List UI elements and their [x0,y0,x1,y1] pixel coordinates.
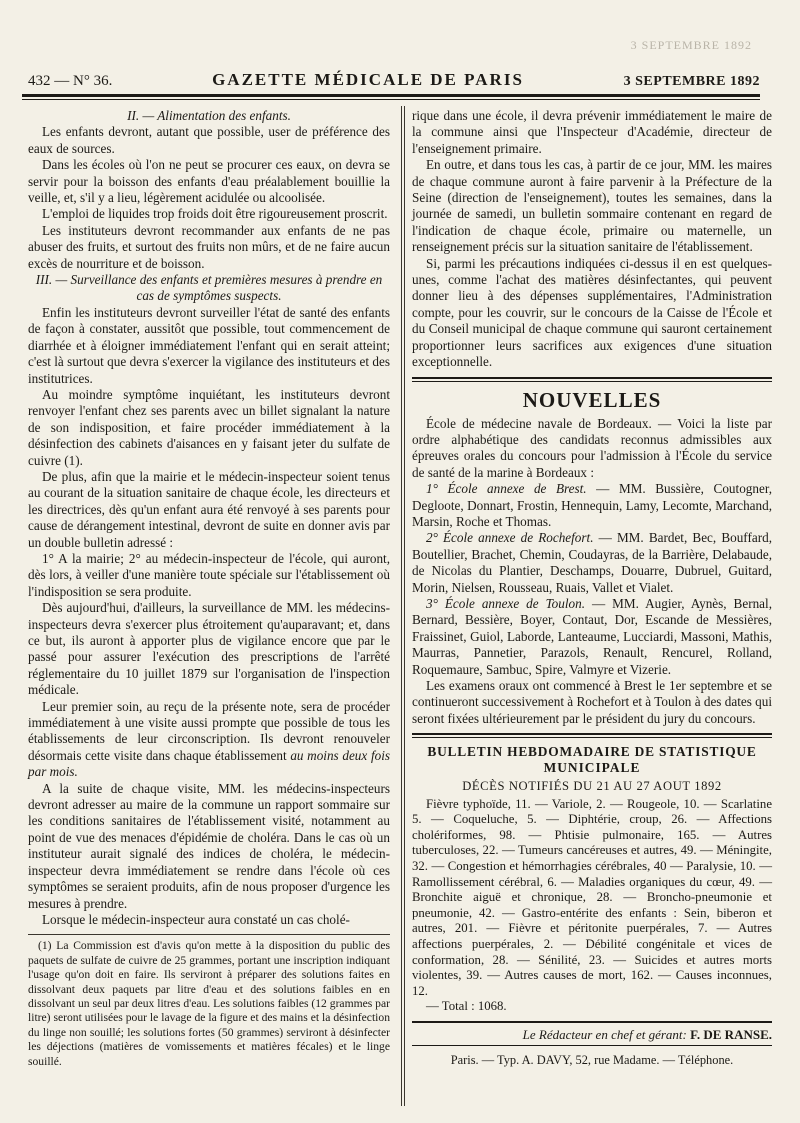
faded-stamp-date: 3 SEPTEMBRE 1892 [630,38,752,52]
section-rule-thick [412,377,772,379]
journal-title: GAZETTE MÉDICALE DE PARIS [212,70,524,89]
paragraph: En outre, et dans tous les cas, à partir de ce jour, MM. les maires de chaque commune auront à faire parvenir à la Préfecture de la Seine (direction de l'enseignement), toutes les semaines, dans la journée de samedi, un bulletin sommaire contenant en regard de l'indication de chaque école, primaire ou maternelle, un renseignement précis sur la situation sanitaire de l'établissement. [412,157,772,255]
news-item-label: 3° École annexe de Toulon. [426,595,586,611]
section-rule-thin [412,737,772,738]
section-rule-thick [412,733,772,735]
section-rule-thin [412,381,772,382]
section-rule-thick [412,1021,772,1023]
section-rule-thin [412,1045,772,1046]
statistics-total: — Total : 1068. [426,999,507,1014]
footnote-rule [28,934,390,935]
emphasis-text: au moins deux fois par mois. [28,747,390,780]
right-column [412,108,772,1069]
editor-line [412,1027,772,1043]
paragraph: rique dans une école, il devra prévenir immédiatement le maire de la commune ainsi que l'Inspecteur d'Académie, directeur de l'enseignement primaire. [412,108,772,156]
news-item [412,530,772,596]
bulletin-subtitle: MUNICIPALE [543,760,641,776]
news-item-text: — MM. Bussière, Coutogner, Degloote, Donnart, Frostin, Hennequin, Lamy, Lecomte, Marchand, Marsin, Roche et Thomas. [412,481,772,529]
paragraph: Les instituteurs devront recommander aux enfants de ne pas abuser des fruits, et surtout des fruits non mûrs, et de ne faire aucun excès de nourriture et de boisson. [28,222,390,271]
news-item-label: 2° École annexe de Rochefort. [426,530,594,546]
news-item [412,481,772,530]
paragraph: Enfin les instituteurs devront surveiller l'état de santé des enfants de façon à constater, aussitôt que possible, tout commencement de diarrhée et à éloigner immédiatement l'enfant qui en serait atteint; c'est là surtout que devra s'exercer la vigilance des instituteurs et des institutrices. [28,304,390,386]
paragraph: Les enfants devront, autant que possible, user de préférence des eaux de sources. [28,124,390,156]
news-section-title: NOUVELLES [522,387,662,412]
paragraph: L'emploi de liquides trop froids doit être rigoureusement proscrit. [42,206,388,222]
statistics-list: Fièvre typhoïde, 11. — Variole, 2. — Rougeole, 10. — Scarlatine 5. — Coqueluche, 5. — Diphtérie, croup, 26. — Affections cholériformes, 98. — Phtisie pulmonaire, 165. — Autres tuberculoses, 22. — Tumeurs cancéreuses et autres, 49. — Méningite, 32. — Congestion et hémorrhagies cérébrales, 40 — Paralysie, 10. — Ramollissement cérébral, 6. — Maladies organiques du cœur, 49. — Bronchite aiguë et chronique, 28. — Broncho-pneumonie et pneumonie, 42. — Gastro-entérite des enfants : Sein, biberon et autres, 201. — Fièvre et péritonite puerpérales, 7. — Autres affections puerpérales, 2. — Débilité congénitale et vices de conformation, 28. — Sénilité, 23. — Suicides et autres morts violentes, 39. — Autres causes de mort, 162. — Causes inconnues, 12. [412,796,772,998]
paragraph: Au moindre symptôme inquiétant, les instituteurs devront renvoyer l'enfant chez ses parents avec un billet signalant la nature de son indisposition, et faire procéder immédiatement à la désinfection des cabinets d'aisances en y faisant jeter du sulfate de cuivre (1). [28,386,390,468]
column-divider-second [404,106,405,1106]
paragraph: De plus, afin que la mairie et le médecin-inspecteur soient tenus au courant de la situation sanitaire de chaque école, les directeurs et les directrices, dès qu'un enfant aura été renvoyé à ses parents pour cause de dérangement intestinal, devront de suite en donner avis par un double bulletin adressé : [28,468,390,550]
news-item-label: 1° École annexe de Brest. [426,481,587,497]
news-item: École de médecine navale de Bordeaux. — Voici la liste par ordre alphabétique des candidats reconnus admissibles aux épreuves orales du concours pour l'admission à l'École du service de santé de la marine à Bordeaux : [412,415,772,480]
news-item-text: — MM. Augier, Aynès, Bernal, Bernard, Bessière, Boyer, Contaut, Dor, Escande de Messières, Fraissinet, Guiol, Laborde, Lanteaume, Lucciardi, Massoni, Mathis, Maurras, Pannetier, Parazols, Renault, Rencurel, Rolland, Roquemaure, Sambuc, Spire, Valmyre et Vizerie. [412,595,772,677]
paragraph: 1° A la mairie; 2° au médecin-inspecteur de l'école, qui auront, dès lors, à veiller d'une manière toute spéciale sur l'établissement où l'indisposition se sera produite. [28,550,390,599]
printer-imprint: Paris. — Typ. A. DAVY, 52, rue Madame. — Téléphone. [450,1053,734,1068]
editor-label: Le Rédacteur en chef et gérant: [522,1026,687,1042]
paragraph: Dans les écoles où l'on ne peut se procurer ces eaux, on devra se servir pour la boisson des enfants d'eau préalablement bouillie la veille, et, s'il y a lieu, légèrement acidulée ou alcoolisée. [28,157,390,206]
paragraph: Si, parmi les précautions indiquées ci-dessus il en est quelques-unes, comme l'achat des matières désinfectantes, qui peuvent donner lieu à des dépenses supplémentaires, l'Administration compte, pour les couvrir, sur le concours de la Caisse de l'École et du Conseil municipal de chaque commune qui sauront certainement proportionner leurs sacrifices aux exigences d'une situation exceptionnelle. [412,255,772,370]
issue-date: 3 SEPTEMBRE 1892 [623,74,760,89]
news-item [412,596,772,678]
paragraph [28,699,390,781]
statistics-text [412,797,772,1015]
left-column [28,108,390,1069]
footnote [28,939,390,1069]
header-rule-thin [22,99,760,100]
section-heading-alimentation: II. — Alimentation des enfants. [127,108,291,123]
page-header [28,64,760,90]
page-number: 432 — N° 36. [28,73,113,89]
paragraph: Lorsque le médecin-inspecteur aura constaté un cas cholé- [42,911,350,927]
paragraph-text: Leur premier soin, au reçu de la présente note, sera de procéder immédiatement à une visite aussi prompte que possible de tous les établissements de leur circonscription. Ils devront renouveler désormais cette visite dans chaque établissement [28,698,390,763]
footnote-text: (1) La Commission est d'avis qu'on mette à la disposition du public des paquets de sulfate de cuivre de 25 grammes, portant une inscription indiquant l'usage qu'on doit en faire. Ils serviront à préparer des solutions faites en dissolvant deux paquets par litre d'eau et des solutions faibles en en dissolvant un seul par deux litres d'eau. Les solutions faibles (12 grammes par litre) seront utilisées pour le lavage de la figure et des mains et la désinfection du linge non souillé; les solutions fortes (50 grammes) serviront à désinfecter les déjections (matières de vomissements et matières fécales) et le linge souillé. [28,939,390,1068]
editor-name: F. DE RANSE. [690,1026,772,1042]
paragraph: Dès aujourd'hui, d'ailleurs, la surveillance de MM. les médecins-inspecteurs devra s'exercer plus étroitement qu'auparavant; et, dans ce but, ils auront à apporter plus de vigilance encore que par le passé pour assurer l'exécution des prescriptions de l'arrêté réglementaire du 10 juillet 1879 sur l'organisation de l'inspection médicale. [28,600,390,698]
news-item-text: — MM. Bardet, Bec, Bouffard, Boutellier, Brachet, Chemin, Coudayras, de la Barrière, Delabaude, de Nicolas du Plantier, Deschamps, Douarre, Dubruel, Guitard, Morin, Nielsen, Rousseau, Ruais, Vallet et Vialet. [412,530,772,595]
bulletin-dates: DÉCÈS NOTIFIÉS DU 21 AU 27 AOUT 1892 [462,779,722,794]
column-divider [401,106,402,1106]
news-item: Les examens oraux ont commencé à Brest le 1er septembre et se continueront successivement à Rochefort et à Toulon à des dates qui seront fixées ultérieurement par le président du jury du concours. [412,678,772,726]
section-heading-surveillance: III. — Surveillance des enfants et premières mesures à prendre en cas de symptômes suspects. [35,272,383,304]
header-rule-thick [22,94,760,97]
bulletin-title: BULLETIN HEBDOMADAIRE DE STATISTIQUE [427,744,757,760]
paragraph: A la suite de chaque visite, MM. les médecins-inspecteurs devront adresser au maire de la commune un rapport sommaire sur les conditions sanitaires de l'établissement visité, notamment au point de vue des menaces d'épidémie de choléra. Dans le cas où un instituteur aurait signalé des indices de choléra, le médecin-inspecteur devra immédiatement se rendre dans l'école où ces symptômes se seraient produits, afin de nous proposer d'urgence les mesures à prendre. [28,780,390,911]
